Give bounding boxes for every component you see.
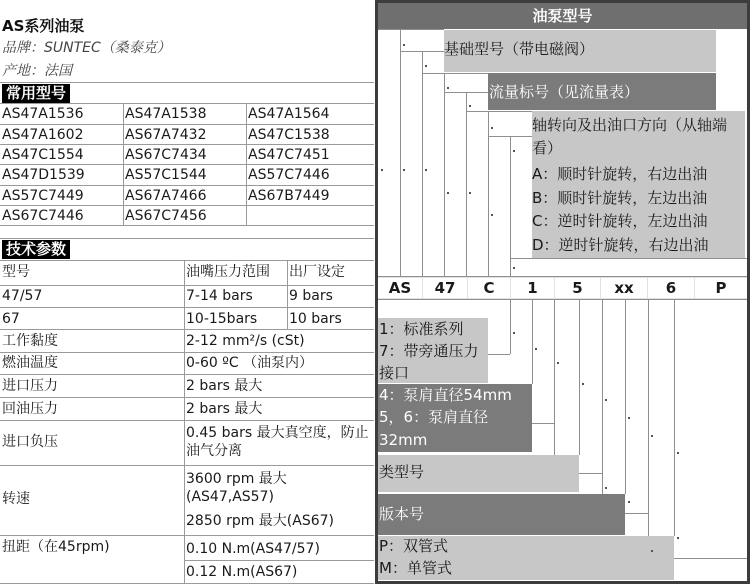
grid-line	[185, 560, 374, 561]
dot	[491, 214, 493, 216]
model-cell: AS47C1538	[248, 127, 330, 143]
tech-value: 0.45 bars 最大真空度，防止油气分离	[186, 425, 369, 459]
series-line: 1：标准系列	[379, 320, 464, 338]
rotation-option: D：逆时针旋转，右边出油	[532, 236, 709, 254]
base-model-label: 基础型号（带电磁阀）	[444, 40, 595, 58]
tech-label: 47/57	[2, 288, 43, 304]
connector-line	[510, 136, 511, 276]
rotation-title: 轴转向及出油口方向（从轴端看）	[532, 116, 728, 157]
origin-line: 产地：法国	[2, 63, 72, 79]
dot	[381, 169, 383, 171]
tech-value: 0-60 ºC （油泵内）	[186, 355, 314, 371]
model-cell: AS57C7449	[2, 188, 84, 204]
flow-code-label: 流量标号（见流量表）	[489, 83, 640, 101]
tech-extra: 10 bars	[289, 311, 342, 327]
tech-label: 进口压力	[2, 378, 58, 394]
model-cell: AS67A7466	[125, 188, 207, 204]
grid-line	[0, 144, 374, 145]
tech-value: 3600 rpm 最大 (AS47,AS57)	[186, 471, 287, 505]
rotation-option: A：顺时针旋转，右边出油	[532, 165, 708, 183]
dot	[403, 169, 405, 171]
connector-line	[400, 29, 401, 276]
dot	[535, 348, 537, 350]
connector-line	[488, 354, 510, 355]
dot	[605, 487, 607, 489]
dot	[469, 105, 471, 107]
rotation-option: C：逆时针旋转，左边出油	[532, 212, 708, 230]
left-spec-panel	[0, 0, 374, 584]
model-cell: AS47D1539	[2, 167, 85, 183]
tech-value: 2 bars 最大	[186, 378, 263, 394]
model-cell: AS67C7446	[2, 208, 84, 224]
connector-line	[625, 299, 626, 494]
dot	[582, 383, 584, 385]
model-code-diagram	[378, 3, 747, 581]
connector-line	[510, 299, 511, 354]
connector-line	[510, 258, 747, 259]
model-cell: AS47A1602	[2, 127, 84, 143]
tech-label: 回油压力	[2, 401, 58, 417]
pipe-type-line: P：双管式	[379, 537, 449, 555]
connector-line	[579, 473, 602, 474]
model-cell: AS67B7449	[248, 188, 330, 204]
dot	[447, 87, 449, 89]
connector-line	[674, 299, 675, 536]
code-part: P	[695, 278, 747, 298]
dot	[447, 192, 449, 194]
tech-extra: 出厂设定	[289, 264, 345, 280]
connector-line	[648, 299, 649, 536]
tech-label: 工作黏度	[2, 333, 58, 349]
dot	[513, 267, 515, 269]
tech-params-header: 技术参数	[2, 240, 70, 259]
dot	[403, 44, 405, 46]
connector-line	[466, 92, 467, 276]
grid-line	[0, 307, 374, 308]
grid-line	[123, 103, 124, 225]
series-line: 7：带旁通压力	[379, 342, 479, 360]
grid-line	[0, 329, 374, 330]
grid-line	[0, 397, 374, 398]
shoulder-line: 5，6：泵肩直径	[379, 408, 489, 426]
connector-line	[674, 558, 747, 559]
connector-line	[554, 299, 555, 455]
code-part: AS	[378, 278, 422, 298]
dot	[491, 127, 493, 129]
tech-value-2: 2850 rpm 最大(AS67)	[186, 513, 335, 529]
tech-value-2: 0.12 N.m(AS67)	[186, 564, 298, 580]
connector-line	[579, 299, 580, 455]
connector-line	[378, 299, 747, 300]
dot	[469, 192, 471, 194]
model-cell: AS67C7456	[125, 208, 207, 224]
dot	[677, 537, 679, 539]
code-part: 5	[555, 278, 600, 298]
diagram-title: 油泵型号	[378, 3, 747, 29]
product-title: AS系列油泵	[2, 17, 85, 35]
version-no-label: 版本号	[379, 505, 425, 523]
brand-line: 品牌：SUNTEC（桑泰克）	[2, 40, 171, 56]
tech-label: 67	[2, 311, 20, 327]
shoulder-line: 32mm	[379, 431, 428, 449]
grid-line	[0, 465, 374, 466]
tech-value: 0.10 N.m(AS47/57)	[186, 541, 320, 557]
rotation-option: B：顺时针旋转，左边出油	[532, 189, 708, 207]
grid-line	[0, 225, 374, 226]
connector-line	[466, 111, 532, 112]
dot	[628, 501, 630, 503]
grid-line	[0, 260, 374, 261]
model-cell: AS57C1544	[125, 167, 207, 183]
tech-value: 2 bars 最大	[186, 401, 263, 417]
code-part: xx	[601, 278, 647, 298]
tech-value: 7-14 bars	[186, 288, 253, 304]
grid-line	[246, 103, 247, 225]
grid-line	[0, 205, 374, 206]
connector-line	[444, 73, 445, 276]
grid-line	[0, 374, 374, 375]
grid-line	[0, 285, 374, 286]
grid-line	[184, 260, 185, 584]
tech-label: 转速	[2, 491, 30, 507]
connector-line	[378, 29, 444, 30]
connector-line	[488, 111, 489, 276]
divider	[0, 82, 374, 83]
model-cell: AS47A1564	[248, 106, 330, 122]
tech-extra: 9 bars	[289, 288, 333, 304]
grid-line	[0, 535, 374, 536]
model-cell: AS47A1536	[2, 106, 84, 122]
model-cell: AS57C7446	[248, 167, 330, 183]
dot	[605, 399, 607, 401]
grid-line	[0, 420, 374, 421]
grid-line	[0, 185, 374, 186]
dot	[557, 362, 559, 364]
model-cell: AS47C7451	[248, 147, 330, 163]
dot	[651, 435, 653, 437]
grid-line	[0, 103, 374, 104]
dot	[651, 550, 653, 552]
common-models-header: 常用型号	[2, 84, 70, 103]
grid-line	[0, 164, 374, 165]
dot	[628, 417, 630, 419]
dot	[677, 452, 679, 454]
tech-value: 10-15bars	[186, 311, 258, 327]
dot	[513, 332, 515, 334]
model-cell: AS67C7434	[125, 147, 207, 163]
series-line: 接口	[379, 364, 410, 382]
tech-label: 扭距（在45rpm)	[2, 539, 110, 555]
divider	[0, 238, 374, 239]
connector-line	[602, 299, 603, 494]
pipe-type-line: M：单管式	[379, 559, 452, 577]
model-cell: AS47C1554	[2, 147, 84, 163]
model-cell: AS47A1538	[125, 106, 207, 122]
connector-line	[422, 51, 423, 276]
tech-label: 进口负压	[2, 434, 58, 450]
code-part: 6	[648, 278, 694, 298]
code-part: 1	[511, 278, 554, 298]
connector-line	[422, 73, 488, 74]
dot	[513, 150, 515, 152]
tech-value: 油嘴压力范围	[186, 264, 270, 280]
grid-line	[287, 260, 288, 329]
type-no-label: 类型号	[379, 463, 425, 481]
shoulder-line: 4：泵肩直径54mm	[379, 386, 512, 404]
code-part: C	[468, 278, 510, 298]
code-part: 47	[423, 278, 467, 298]
connector-line	[625, 513, 648, 514]
dot	[425, 169, 427, 171]
connector-line	[532, 423, 554, 424]
connector-line	[532, 299, 533, 384]
tech-label: 燃油温度	[2, 355, 58, 371]
tech-value: 2-12 mm²/s (cSt)	[186, 333, 305, 349]
dot	[425, 65, 427, 67]
grid-line	[0, 124, 374, 125]
grid-line	[0, 352, 374, 353]
connector-line	[378, 276, 747, 277]
tech-label: 型号	[2, 264, 30, 280]
model-cell: AS67A7432	[125, 127, 207, 143]
